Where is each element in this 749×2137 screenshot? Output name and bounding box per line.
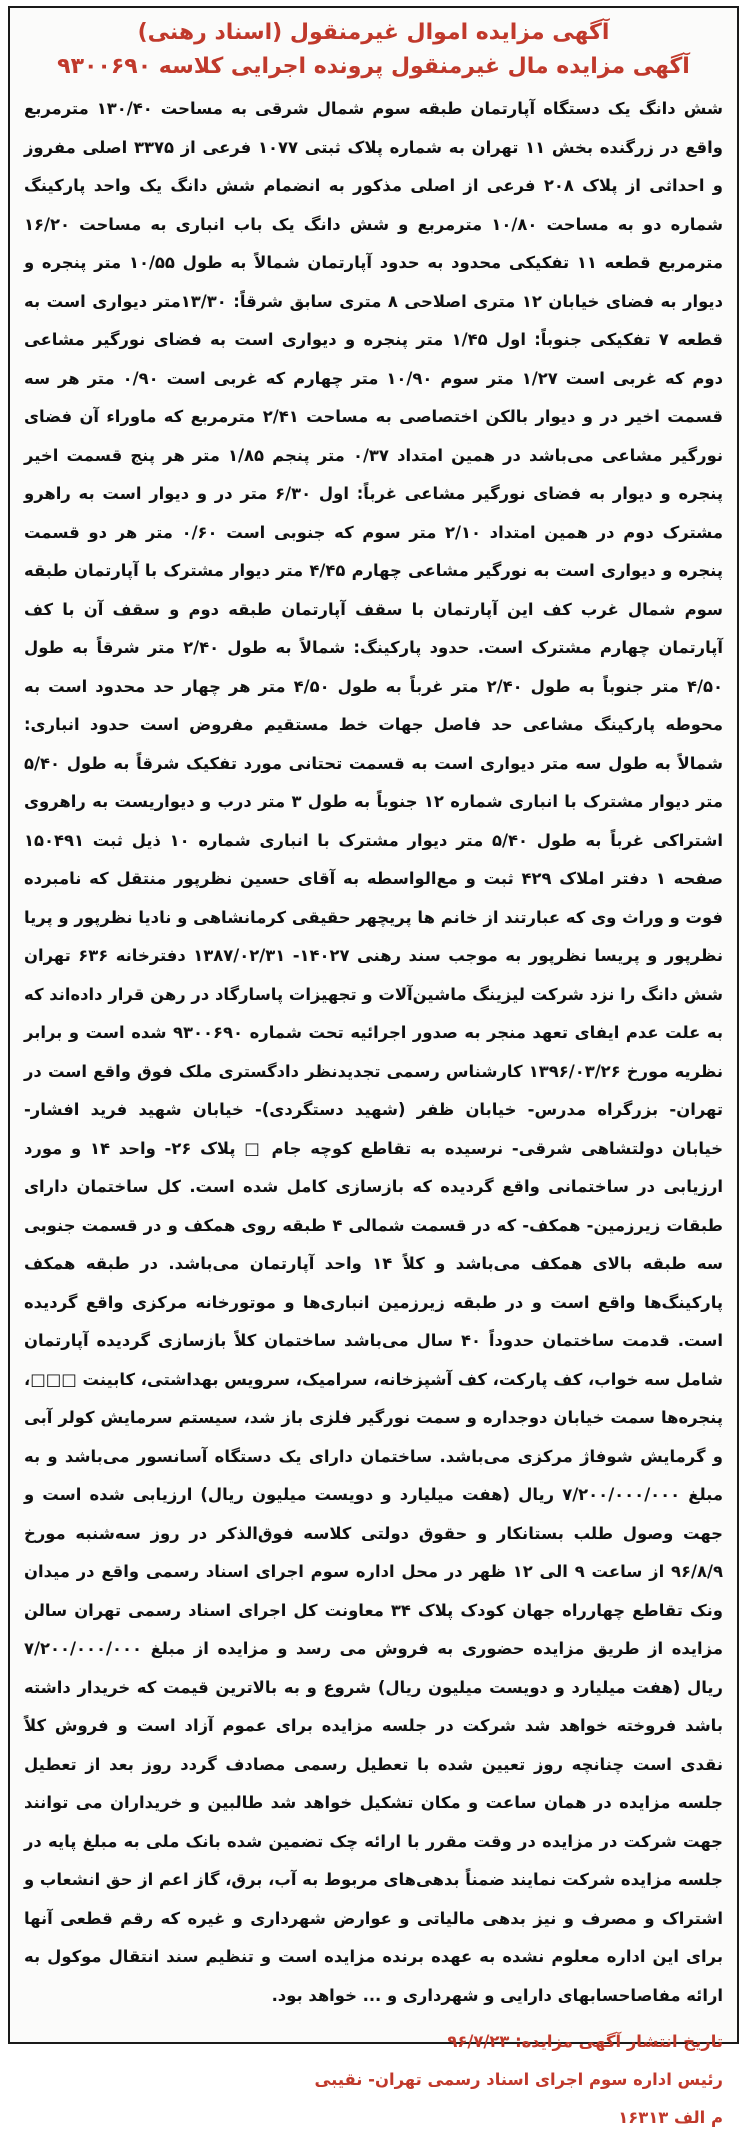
notice-body: شش دانگ یک دستگاه آپارتمان طبقه سوم شمال شرقی به مساحت ۱۳۰/۴۰ مترمربع واقع در زرگنده بخش ۱۱ تهران به شماره پلاک ثبتی ۱۰۷۷ فرعی از ۳۳۷۵ اصلی مفروز و احداثی از پلاک ۲۰۸ فرعی از اصلی مذکور به انضمام شش دانگ یک واحد پارکینگ شماره دو به مساحت ۱۰/۸۰ مترمربع و شش دانگ یک باب انباری به مساحت ۱۶/۲۰ مترمربع قطعه ۱۱ تفکیکی محدود به حدود آپارتمان شمالاً به طول ۱۰/۵۵ متر پنجره و دیوار به فضای خیابان ۱۲ متری اصلاحی ۸ متری سابق شرقاً: ۱۳/۳۰متر دیواری است به قطعه ۷ تفکیکی جنوباً: اول ۱/۴۵ متر پنجره و دیواری است به فضای نورگیر مشاعی دوم که غربی است ۱/۲۷ متر سوم ۱۰/۹۰ متر چهارم که غربی است ۰/۹۰ متر هر سه قسمت اخیر در و دیوار بالکن اختصاصی به مساحت ۲/۴۱ مترمربع که ماوراء آن فضای نورگیر مشاعی می‌باشد در همین امتداد ۰/۳۷ متر پنجم ۱/۸۵ متر هر پنج قسمت اخیر پنجره و دیوار به فضای نورگیر مشاعی غرباً: اول ۶/۳۰ متر در و دیوار است به راهرو مشترک دوم در همین امتداد ۲/۱۰ متر سوم که جنوبی است ۰/۶۰ متر هر دو قسمت پنجره و دیواری است به نورگیر مشاعی چهارم ۴/۴۵ متر دیوار مشترک با آپارتمان طبقه سوم شمال غرب کف این آپارتمان با سقف آپارتمان طبقه دوم و سقف آن با کف آپارتمان چهارم مشترک است. حدود پارکینگ: شمالاً به طول ۲/۴۰ متر شرقاً به طول ۴/۵۰ متر جنوباً به طول ۲/۴۰ متر غرباً به طول ۴/۵۰ متر هر چهار حد محدود است به محوطه پارکینگ مشاعی حد فاصل جهات خط مستقیم مفروض است حدود انباری: شمالاً به طول سه متر دیواری است به قسمت تحتانی مورد تفکیک شرقاً به طول ۵/۴۰ متر دیوار مشترک با انباری شماره ۱۲ جنوباً به طول ۳ متر درب و دیواریست به راهروی اشتراکی غرباً به طول ۵/۴۰ متر دیوار مشترک با انباری شماره ۱۰ ذیل ثبت ۱۵۰۴۹۱ صفحه ۱ دفتر املاک ۴۲۹ ثبت و مع‌الواسطه به آقای حسین نظرپور منتقل که نامبرده فوت و وراث وی که عبارتند از خانم ها پریچهر حقیقی کرمانشاهی و نادیا نظرپور و پریا نظرپور و پریسا نظرپور به موجب سند رهنی ۱۴۰۲۷- ۱۳۸۷/۰۲/۳۱ دفترخانه ۶۳۶ تهران شش دانگ را نزد شرکت لیزینگ ماشین‌آلات و تجهیزات پاسارگاد در رهن قرار داده‌اند که به علت عدم ایفای تعهد منجر به صدور اجرائیه تحت شماره ۹۳۰۰۶۹۰ شده است و برابر نظریه مورخ ۱۳۹۶/۰۳/۲۶ کارشناس رسمی تجدیدنظر دادگستری ملک فوق واقع است در تهران- بزرگراه مدرس- خیابان ظفر (شهید دستگردی)- خیابان شهید فرید افشار- خیابان دولتشاهی شرقی- نرسیده به تقاطع کوچه جام □ پلاک ۲۶- واحد ۱۴ و مورد ارزیابی در ساختمانی واقع گردیده که بازسازی کامل شده است. کل ساختمان دارای طبقات زیرزمین- همکف- که در قسمت شمالی ۴ طبقه روی همکف و در قسمت جنوبی سه طبقه بالای همکف می‌باشد و کلاً ۱۴ واحد آپارتمان می‌باشد. در طبقه همکف پارکینگ‌ها واقع است و در طبقه زیرزمین انباری‌ها و موتورخانه مرکزی واقع گردیده است. قدمت ساختمان حدوداً ۴۰ سال می‌باشد ساختمان کلاً بازسازی گردیده آپارتمان شامل سه خواب، کف پارکت، کف آشپزخانه، سرامیک، سرویس بهداشتی، کابینت □□□، پنجره‌ها سمت خیابان دوجداره و سمت نورگیر فلزی باز شد، سیستم سرمایش کولر آبی و گرمایش شوفاژ مرکزی می‌باشد. ساختمان دارای یک دستگاه آسانسور می‌باشد و به مبلغ ۷/۲۰۰/۰۰۰/۰۰۰ ریال (هفت میلیارد و دویست میلیون ریال) ارزیابی شده است و جهت وصول طلب بستانکار و حقوق دولتی کلاسه فوق‌الذکر در روز سه‌شنبه مورخ ۹۶/۸/۹ از ساعت ۹ الی ۱۲ ظهر در محل اداره سوم اجرای اسناد رسمی واقع در میدان ونک تقاطع چهارراه جهان کودک پلاک ۳۴ معاونت کل اجرای اسناد رسمی تهران سالن مزایده از طریق مزایده حضوری به فروش می رسد و مزایده از مبلغ ۷/۲۰۰/۰۰۰/۰۰۰ ریال (هفت میلیارد و دویست میلیون ریال) شروع و به بالاترین قیمت که خریدار داشته باشد فروخته خواهد شد شرکت در جلسه مزایده برای عموم آزاد است و فروش کلاً نقدی است چنانچه روز تعیین شده با تعطیل رسمی مصادف گردد روز بعد از تعطیل جلسه مزایده در همان ساعت و مکان تشکیل خواهد شد طالبین و خریداران می توانند جهت شرکت در مزایده در وقت مقرر با ارائه چک تضمین شده بانک ملی به مبلغ پایه در جلسه مزایده شرکت نمایند ضمناً بدهی‌های مربوط به آب، برق، گاز اعم از حق انشعاب و اشتراک و مصرف و نیز بدهی مالیاتی و عوارض شهرداری و غیره که رقم قطعی آنها برای این اداره معلوم نشده به عهده برنده مزایده است و تنظیم سند انتقال موکول به ارائه مفاصاحسابهای دارایی و شهرداری و ... خواهد بود. xyxy=(24,99,724,2005)
notice-code: م الف ۱۶۳۱۳ xyxy=(618,2108,723,2127)
notice-title: آگهی مزایده اموال غیرمنقول (اسناد رهنی) xyxy=(137,20,610,45)
publish-date: تاریخ انتشار آگهی مزایده: ۹۶/۷/۲۳ xyxy=(447,2032,723,2051)
notice-footer xyxy=(24,2023,723,2137)
notice-subtitle: آگهی مزایده مال غیرمنقول پرونده اجرایی کلاسه ۹۳۰۰۶۹۰ xyxy=(57,54,690,79)
auction-notice xyxy=(8,6,739,2127)
office-signature: رئیس اداره سوم اجرای اسناد رسمی تهران- نقیبی xyxy=(314,2070,723,2089)
